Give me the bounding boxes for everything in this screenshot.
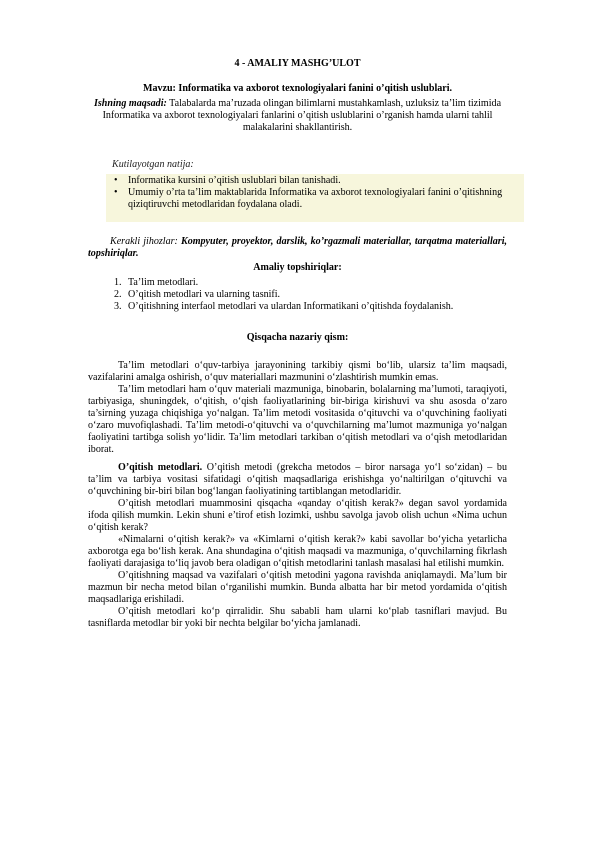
paragraph: «Nimalarni o‘qitish kerak?» va «Kimlarni o‘qitish kerak?» kabi savollar bo‘yicha yetarlicha axborotga ega bo‘lish kerak. Ana shundagina o‘qitish maqsadi va mazmuniga, o‘quvchilarning fikrlash faoliyati darajasiga to‘liq javob bera oladigan o‘qitish metodlarini tanlash masalasi hal etilishi mumkin. [88, 534, 507, 569]
paragraph: Ta’lim metodlari o‘quv-tarbiya jarayonining tarkibiy qismi bo‘lib, ularsiz ta’lim maqsadi, vazifalarini amalga oshirish, o‘quv materiallari mazmunini o‘zlashtirish mumkin emas. [88, 360, 507, 383]
expected-result-label: Kutilayotgan natija: [112, 159, 194, 170]
list-item: 1. Ta’lim metodlari. [114, 277, 199, 288]
paragraph: O’qitish metodlari muammosini qisqacha «qanday o‘qitish kerak?» degan savol yordamida ifoda qilish mumkin. Lekin shuni e’tirof etish lozimki, ushbu savolga javob olish uchun «Nima uchun o‘qitish kerak? [88, 498, 507, 533]
paragraph: O’qitish metodlari. O’qitish metodi (grekcha metodos – biror narsaga yo‘l so‘zidan) – bu ta’lim va tarbiya vositasi sifatidagi o‘qitish maqsadlariga erishishga yo‘naltirilgan o‘qituvchi va o‘quvchining bir-biri bilan bog‘langan faoliyatining tartiblangan metodlaridir. [88, 462, 507, 497]
theory-heading: Qisqacha nazariy qism: [246, 332, 349, 343]
section-term: O’qitish metodlari. [118, 462, 203, 473]
list-item: • Informatika kursini o’qitish uslublari bilan tanishadi. [114, 175, 341, 186]
tasks-list [114, 277, 507, 313]
equipment-paragraph [88, 236, 507, 260]
paragraph: O’qitishning maqsad va vazifalari o‘qitish metodini yagona ravishda aniqlamaydi. Ma’lum bir mazmun bir necha metod bilan o‘rganilishi mumkin. Bunda albatta har bir metod yordamida o‘qitish maqsadlariga erishiladi. [88, 570, 507, 605]
paragraph: Ta’lim metodlari ham o‘quv materiali mazmuniga, binobarin, bolalarning ma’lumoti, taraqiyoti, tarbiyasiga, shuningdek, o‘qitish, o‘qish faoliyatlarining bir-biriga kirishuvi va shu asosda o‘zaro ta’sirning yuzaga chiqishiga yo‘nalgan. Ta’lim metodi vositasida o‘qituvchi va o‘quvchining faoliyati o‘zaro muvofiqlashadi. Ta’lim metodi-o‘qituvchi va o‘quvchilarning ma’lumot mazmuniga yo‘nalgan faoliyatini tartibga solish yo‘lidir. Ta’lim metodlari tarkiban o‘qitish metodlari va o‘qish metodlaridan iborat. [88, 384, 507, 455]
document-title: 4 - AMALIY MASHG’ULOT [234, 58, 361, 69]
equipment-label: Kerakli jihozlar: [110, 236, 178, 247]
goal-label: Ishning maqsadi: [93, 98, 167, 109]
bullet-icon: • [114, 175, 118, 186]
results-list [114, 175, 514, 211]
equipment-text: Kompyuter, proyektor, darslik, ko’rgazmali materiallar, tarqatma materiallari, topshiriqlar. [88, 236, 508, 259]
topic-line: Mavzu: Informatika va axborot texnologiyalari fanini o’qitish uslublari. [142, 83, 453, 94]
list-item: • Umumiy o’rta ta’lim maktablarida Informatika va axborot texnologiyalari fanini o’qitishning qiziqtiruvchi metodlaridan foydalana oladi. [114, 187, 503, 210]
goal-text: Talabalarda ma’ruzada olingan bilimlarni mustahkamlash, uzluksiz ta’lim tizimida Informatika va axborot texnologiyalari fanlarini o’qitish uslublarini o’rganish hamda ularni tahlil malakalarini shakllantirish. [102, 98, 502, 133]
theory-body [88, 360, 507, 630]
list-item: 3. O’qitishning interfaol metodlari va ulardan Informatikani o’qitishda foydalanish. [114, 301, 454, 312]
goal-paragraph [88, 98, 507, 134]
list-item: 2. O’qitish metodlari va ularning tasnifi. [114, 289, 281, 300]
paragraph: O’qitish metodlari ko‘p qirralidir. Shu sababli ham ularni ko‘plab tasniflari mavjud. Bu tasniflarda metodlar bir yoki bir nechta belgilar bo‘yicha jamlanadi. [88, 606, 507, 629]
tasks-heading: Amaliy topshiriqlar: [253, 262, 342, 273]
bullet-icon: • [114, 187, 118, 198]
